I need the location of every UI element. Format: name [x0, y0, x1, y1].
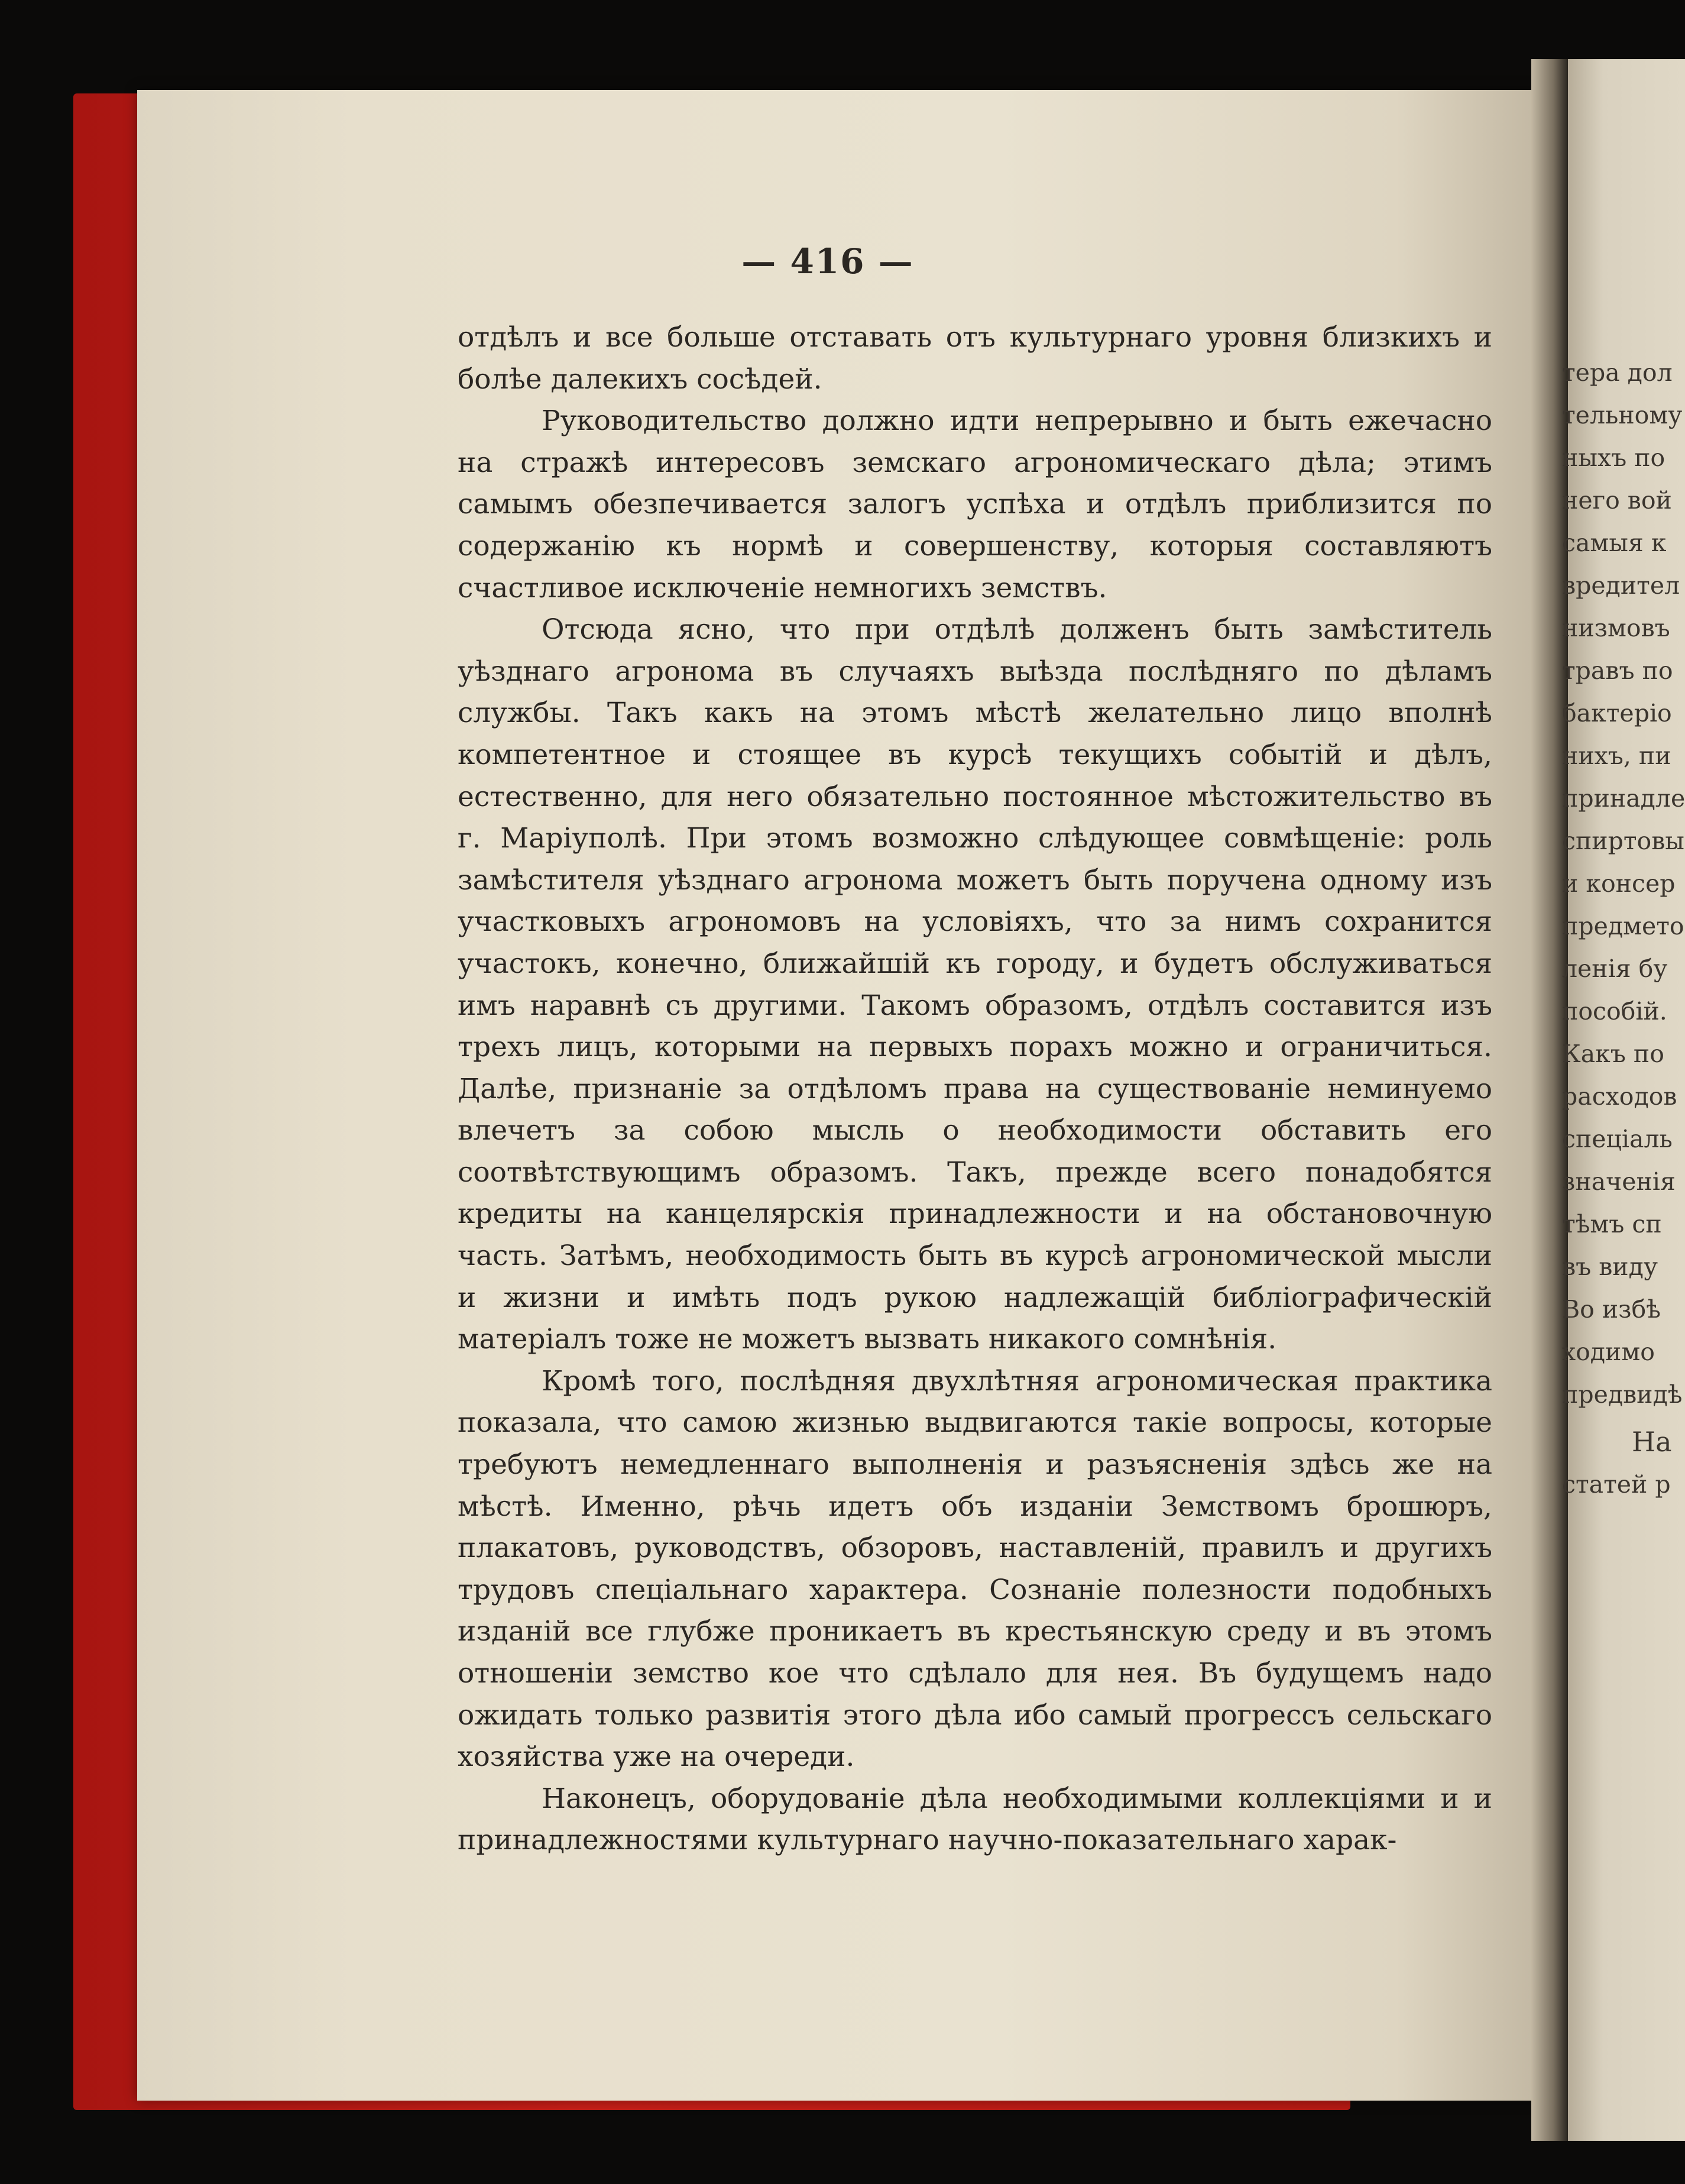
facing-line: принадле	[1562, 784, 1685, 813]
facing-line: На	[1632, 1426, 1672, 1458]
facing-line: вредител	[1562, 571, 1680, 600]
facing-line: и консер	[1562, 869, 1676, 898]
facing-line: спиртовы	[1562, 827, 1684, 855]
facing-line: низмовъ	[1562, 614, 1670, 642]
facing-line: нихъ, пи	[1562, 742, 1671, 770]
facing-line: Какъ по	[1562, 1040, 1664, 1068]
paragraph-2: Руководительство должно идти непрерывно и быть ежечасно на стражѣ интересовъ земскаго агрономическаго дѣла; этимъ самымъ обезпечивается залогъ успѣха и отдѣлъ приблизится по содержанію къ нормѣ и совершенству, которыя составляютъ счастливое исключеніе немногихъ земствъ.	[458, 405, 1492, 604]
facing-line: тѣмъ сп	[1562, 1210, 1662, 1238]
facing-page-text	[1562, 351, 1685, 1506]
facing-line: значенія	[1562, 1167, 1676, 1196]
page-number: — 416 —	[741, 241, 914, 282]
facing-line: Во избѣ	[1562, 1295, 1661, 1324]
facing-line: пособій.	[1562, 997, 1667, 1025]
facing-line: въ виду	[1562, 1253, 1658, 1281]
facing-line: спеціаль	[1562, 1125, 1673, 1153]
facing-line: предвидѣ	[1562, 1380, 1683, 1409]
paragraph-4: Кромѣ того, послѣдняя двухлѣтняя агрономическая практика показала, что самою жизнью выдвигаются такіе вопросы, которые требуютъ немедленнаго выполненія и разъясненія здѣсь же на мѣстѣ. Именно, рѣчь идетъ объ изданіи Земствомъ брошюръ, плакатовъ, руководствъ, обзоровъ, наставленій, правилъ и другихъ трудовъ спеціальнаго характера. Сознаніе полезности подобныхъ изданій все глубже проникаетъ въ крестьянскую среду и въ этомъ отношеніи земство кое что сдѣлало для нея. Въ будущемъ надо ожидать только развитія этого дѣла ибо самый прогрессъ сельскаго хозяйства уже на очереди.	[458, 1364, 1492, 1774]
facing-line: самыя к	[1562, 529, 1667, 557]
facing-line: ныхъ по	[1562, 444, 1665, 472]
facing-line: предмето	[1562, 912, 1684, 940]
page-body	[458, 317, 1492, 1862]
paragraph-5: Наконецъ, оборудованіе дѣла необходимыми коллекціями и и принадлежностями культурнаго научно-показательнаго харак-	[458, 1782, 1492, 1857]
facing-line: бактеріо	[1562, 699, 1672, 727]
facing-line: ленія бу	[1562, 955, 1668, 983]
facing-line: травъ по	[1562, 656, 1673, 685]
facing-line: него вой	[1562, 486, 1672, 515]
paragraph-3: Отсюда ясно, что при отдѣлѣ долженъ быть замѣститель уѣзднаго агронома въ случаяхъ выѣзда послѣдняго по дѣламъ службы. Такъ какъ на этомъ мѣстѣ желательно лицо вполнѣ компетентное и стоящее въ курсѣ текущихъ событій и дѣлъ, естественно, для него обязательно постоянное мѣстожительство въ г. Маріуполѣ. При этомъ возможно слѣдующее совмѣщеніе: роль замѣстителя уѣзднаго агронома можетъ быть поручена одному изъ участковыхъ агрономовъ на условіяхъ, что за нимъ сохранится участокъ, конечно, ближайшій къ городу, и будетъ обслуживаться имъ наравнѣ съ другими. Такомъ образомъ, отдѣлъ составится изъ трехъ лицъ, которыми на первыхъ порахъ можно и ограничиться. Далѣе, признаніе за отдѣломъ права на существованіе неминуемо влечетъ за собою мысль о необходимости обставить его соотвѣтствующимъ образомъ. Такъ, прежде всего понадобятся кредиты на канцелярскія принадлежности и на обстановочную часть. Затѣмъ, необходимость быть въ курсѣ агрономической мысли и жизни и имѣть подъ рукою надлежащій библіографическій матеріалъ тоже не можетъ вызвать никакого сомнѣнія.	[458, 613, 1492, 1356]
facing-line: ходимо	[1562, 1338, 1655, 1366]
facing-line: тельному	[1562, 401, 1683, 429]
paragraph-1: отдѣлъ и все больше отставать отъ культурнаго уровня близкихъ и болѣе далекихъ сосѣдей.	[458, 321, 1492, 396]
facing-line: расходов	[1562, 1082, 1677, 1111]
facing-line: статей р	[1562, 1470, 1671, 1499]
facing-line: тера дол	[1562, 358, 1673, 387]
